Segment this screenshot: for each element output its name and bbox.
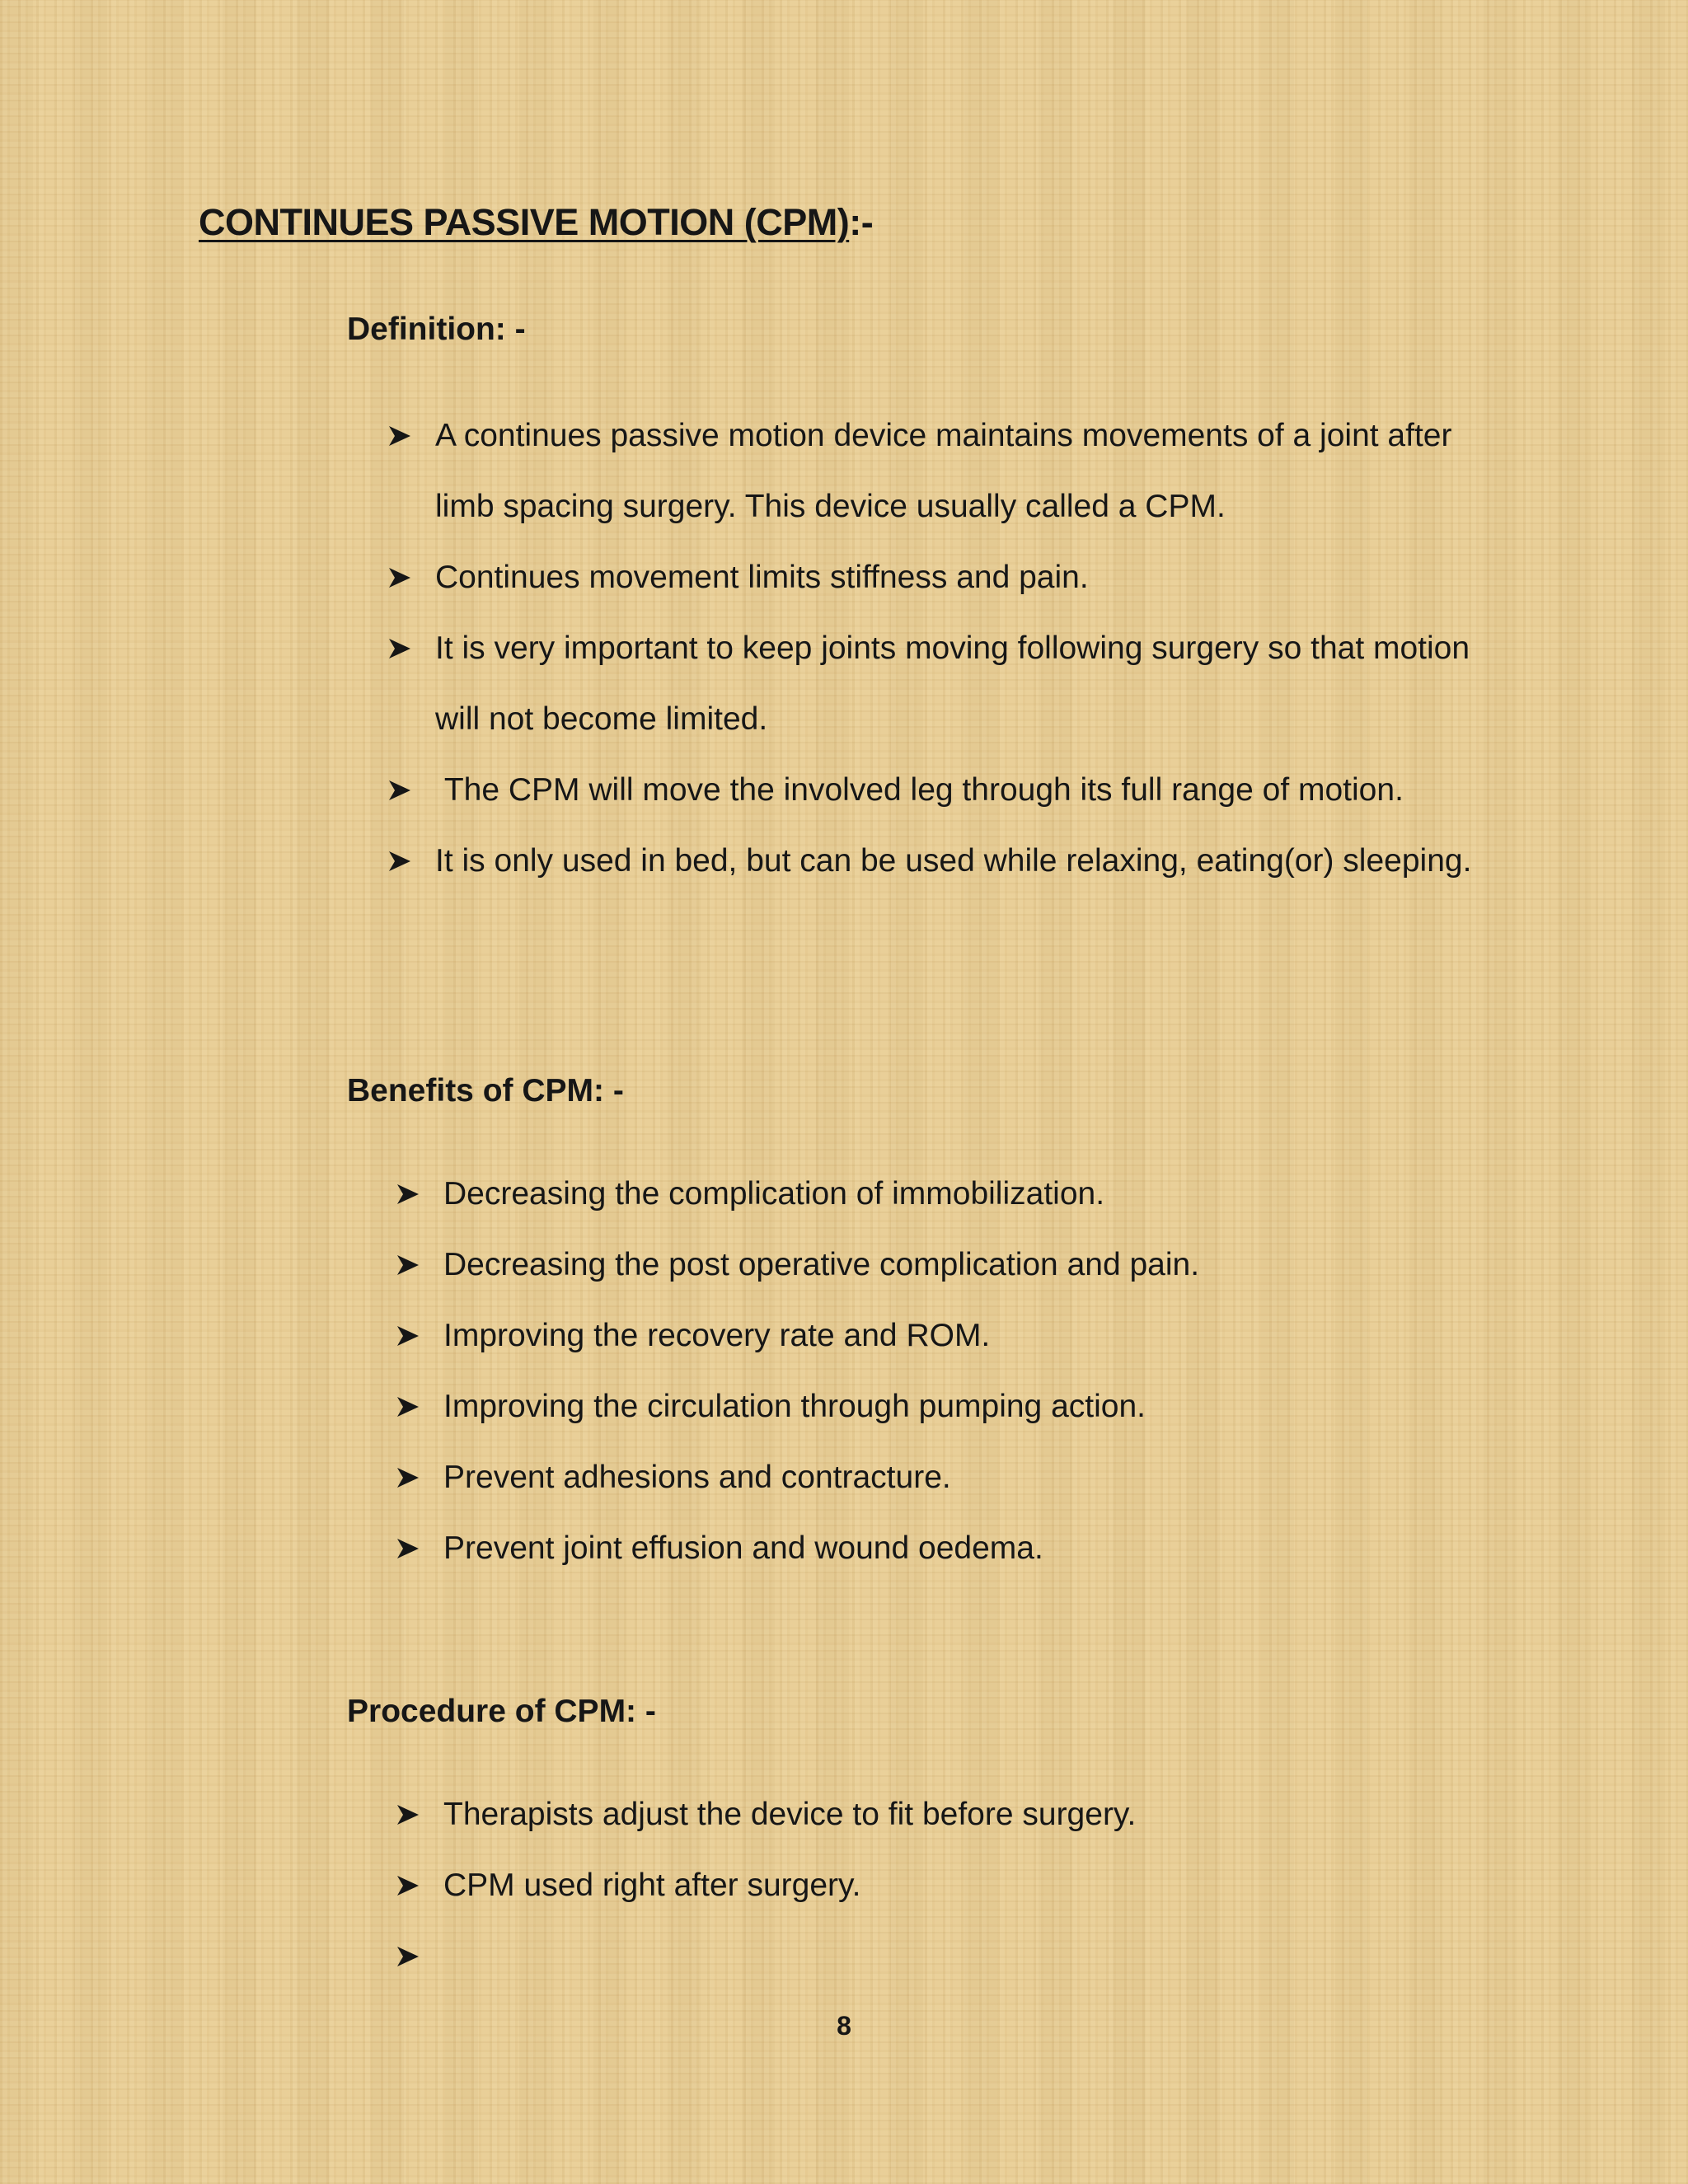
- arrowhead-bullet-icon: [396, 1442, 422, 1513]
- bullet-text: Decreasing the post operative complication and pain.: [443, 1247, 1200, 1282]
- list-item: [396, 1159, 1517, 1230]
- arrowhead-bullet-icon: [387, 613, 414, 684]
- arrowhead-bullet-icon: [387, 755, 414, 826]
- arrowhead-bullet-icon: [396, 1850, 422, 1921]
- bullet-text: The CPM will move the involved leg through its full range of motion.: [435, 772, 1404, 808]
- definition-bullet-list: [387, 401, 1508, 897]
- bullet-text: Improving the recovery rate and ROM.: [443, 1318, 991, 1353]
- list-item: [387, 755, 1508, 826]
- list-item: [396, 1921, 1517, 1992]
- bullet-text: Decreasing the complication of immobilization.: [443, 1176, 1105, 1212]
- arrowhead-bullet-icon: [387, 401, 414, 471]
- list-item: [387, 613, 1508, 755]
- list-item: [396, 1513, 1517, 1584]
- page-number: 8: [837, 2011, 851, 2041]
- document-title: [199, 201, 873, 244]
- arrowhead-bullet-icon: [396, 1159, 422, 1230]
- bullet-text: CPM used right after surgery.: [443, 1868, 861, 1903]
- list-item: [396, 1371, 1517, 1442]
- arrowhead-bullet-icon: [396, 1921, 422, 1992]
- arrowhead-bullet-icon: [387, 826, 414, 897]
- arrowhead-bullet-icon: [396, 1371, 422, 1442]
- definition-heading: Definition: -: [347, 312, 526, 347]
- list-item: [387, 542, 1508, 613]
- bullet-text: Improving the circulation through pumping action.: [443, 1389, 1146, 1424]
- arrowhead-bullet-icon: [396, 1513, 422, 1584]
- bullet-text: A continues passive motion device maintains movements of a joint after limb spacing surgery. This device usually called a CPM.: [435, 418, 1452, 524]
- arrowhead-bullet-icon: [396, 1779, 422, 1850]
- benefits-heading: Benefits of CPM: -: [347, 1073, 624, 1108]
- document-title-suffix: :-: [849, 201, 874, 243]
- list-item: [387, 826, 1508, 897]
- arrowhead-bullet-icon: [387, 542, 414, 613]
- list-item: [396, 1230, 1517, 1301]
- procedure-bullet-list: [396, 1779, 1517, 1992]
- document-title-underlined: CONTINUES PASSIVE MOTION (CPM): [199, 201, 850, 243]
- list-item: [396, 1850, 1517, 1921]
- arrowhead-bullet-icon: [396, 1230, 422, 1301]
- bullet-text: Therapists adjust the device to fit before surgery.: [443, 1797, 1137, 1832]
- bullet-text: It is very important to keep joints moving following surgery so that motion will not become limited.: [435, 630, 1470, 737]
- list-item: [387, 401, 1508, 542]
- arrowhead-bullet-icon: [396, 1301, 422, 1371]
- list-item: [396, 1301, 1517, 1371]
- list-item: [396, 1442, 1517, 1513]
- procedure-heading: Procedure of CPM: -: [347, 1694, 656, 1729]
- benefits-bullet-list: [396, 1159, 1517, 1584]
- list-item: [396, 1779, 1517, 1850]
- bullet-text: Prevent adhesions and contracture.: [443, 1460, 951, 1495]
- bullet-text: It is only used in bed, but can be used while relaxing, eating(or) sleeping.: [435, 843, 1472, 879]
- bullet-text: Continues movement limits stiffness and pain.: [435, 560, 1089, 595]
- bullet-text: Prevent joint effusion and wound oedema.: [443, 1530, 1043, 1566]
